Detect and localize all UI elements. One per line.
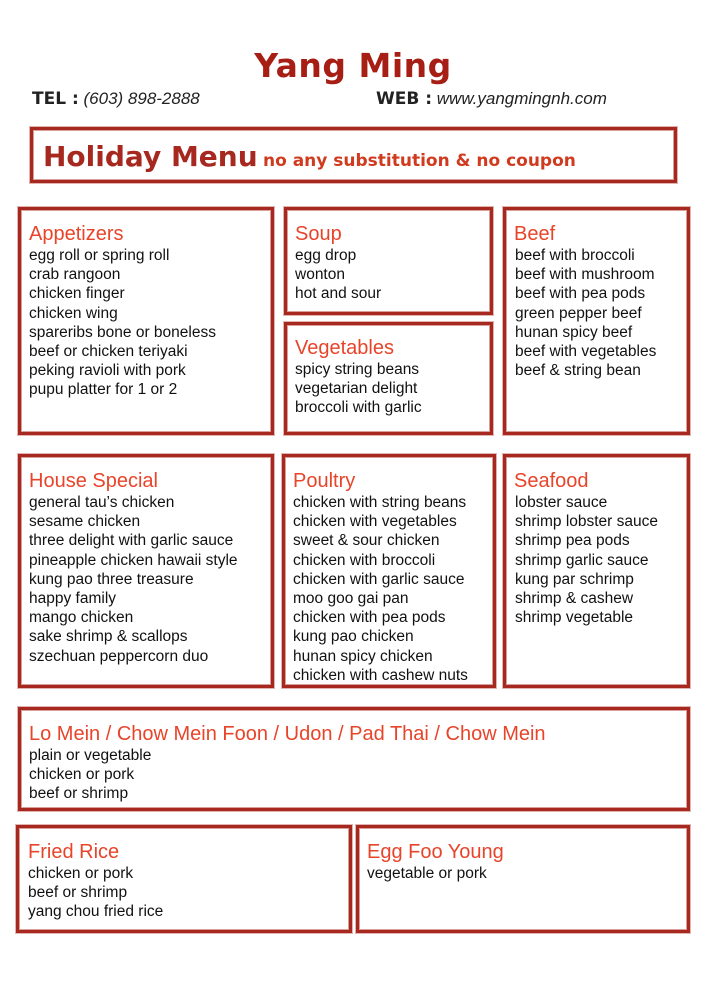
website-link[interactable]: www.yangmingnh.com: [436, 89, 607, 108]
item-list: [293, 493, 468, 685]
menu-item: egg drop: [295, 247, 357, 264]
menu-item: beef with broccoli: [515, 247, 635, 264]
menu-item: szechuan peppercorn duo: [29, 647, 209, 665]
menu-item: chicken with vegetables: [293, 513, 457, 531]
menu-item: kung pao three treasure: [29, 570, 194, 588]
menu-item: kung par schrimp: [515, 570, 634, 588]
menu-item: mango chicken: [29, 609, 134, 627]
restaurant-name: Yang Ming: [254, 46, 452, 85]
section-lo-mein: [18, 707, 690, 811]
item-list: [29, 246, 216, 400]
section-title: Poultry: [293, 470, 356, 492]
holiday-menu-title: Holiday Menu: [43, 140, 258, 173]
web-label: WEB :: [376, 89, 433, 109]
menu-item: hunan spicy chicken: [293, 647, 433, 665]
item-list: [515, 493, 658, 627]
section-house-special: [18, 454, 274, 688]
holiday-menu-note: no any substitution & no coupon: [263, 151, 576, 171]
item-list: [367, 864, 487, 883]
item-list: [295, 246, 381, 304]
menu-item: three delight with garlic sauce: [29, 532, 234, 550]
menu-item: pineapple chicken hawaii style: [29, 551, 238, 569]
section-title: Appetizers: [29, 223, 124, 245]
tel-number[interactable]: (603) 898-2888: [83, 89, 200, 108]
section-beef: [503, 207, 690, 435]
menu-item: kung pao chicken: [293, 628, 414, 646]
section-poultry: [282, 454, 496, 688]
section-title: Fried Rice: [28, 841, 120, 863]
menu-item: chicken or pork: [29, 766, 135, 784]
section-title: Beef: [514, 223, 556, 245]
website-line: [376, 88, 607, 110]
item-list: [29, 493, 238, 666]
menu-item: hunan spicy beef: [515, 323, 633, 341]
menu-item: pupu platter for 1 or 2: [29, 381, 178, 399]
menu-item: chicken finger: [29, 285, 125, 303]
section-title: Vegetables: [295, 337, 394, 359]
item-list: [28, 864, 163, 922]
menu-item: beef with pea pods: [515, 285, 646, 303]
section-seafood: [503, 454, 690, 688]
menu-item: chicken with broccoli: [293, 551, 436, 569]
menu-item: plain or vegetable: [29, 747, 152, 764]
menu-item: spareribs bone or boneless: [29, 323, 216, 341]
menu-item: beef with vegetables: [515, 343, 657, 361]
item-list: [515, 246, 656, 380]
menu-item: sweet & sour chicken: [293, 532, 440, 550]
menu-item: beef or shrimp: [28, 884, 128, 902]
menu-item: yang chou fried rice: [28, 903, 164, 921]
section-vegetables: [284, 322, 493, 435]
menu-item: shrimp & cashew: [515, 590, 634, 608]
menu-item: beef or shrimp: [29, 785, 129, 803]
menu-item: crab rangoon: [29, 266, 121, 284]
menu-item: shrimp pea pods: [515, 532, 630, 550]
holiday-menu-banner: [30, 127, 677, 183]
menu-item: beef with mushroom: [515, 266, 655, 284]
menu-item: shrimp lobster sauce: [515, 513, 659, 531]
section-appetizers: [18, 207, 274, 435]
menu-item: happy family: [29, 590, 117, 608]
menu-item: chicken wing: [29, 304, 118, 322]
menu-item: chicken with pea pods: [293, 609, 446, 627]
menu-item: chicken with cashew nuts: [293, 666, 468, 684]
menu-item: broccoli with garlic: [295, 399, 422, 417]
menu-item: general tau’s chicken: [29, 494, 175, 511]
menu-item: vegetarian delight: [295, 380, 418, 398]
section-title: Lo Mein / Chow Mein Foon / Udon / Pad Thai / Chow Mein: [29, 723, 546, 745]
menu-item: spicy string beans: [295, 361, 420, 378]
item-list: [295, 360, 422, 418]
section-title: Egg Foo Young: [367, 841, 504, 863]
tel-label: TEL :: [32, 89, 79, 109]
menu-item: beef or chicken teriyaki: [29, 343, 188, 361]
menu-item: chicken or pork: [28, 865, 134, 882]
telephone-line: [32, 88, 200, 110]
section-egg-foo-young: [356, 825, 690, 933]
menu-item: egg roll or spring roll: [29, 247, 170, 264]
section-fried-rice: [16, 825, 352, 933]
menu-item: chicken with string beans: [293, 494, 467, 511]
menu-item: shrimp garlic sauce: [515, 551, 649, 569]
menu-item: sesame chicken: [29, 513, 141, 531]
menu-item: beef & string bean: [515, 362, 641, 380]
section-soup: [284, 207, 493, 315]
menu-item: vegetable or pork: [367, 865, 487, 882]
menu-item: chicken with garlic sauce: [293, 570, 465, 588]
menu-item: wonton: [295, 266, 345, 284]
menu-item: shrimp vegetable: [515, 609, 634, 627]
section-title: Seafood: [514, 470, 589, 492]
menu-item: lobster sauce: [515, 494, 608, 511]
section-title: House Special: [29, 470, 158, 492]
section-title: Soup: [295, 223, 342, 245]
menu-item: hot and sour: [295, 285, 382, 303]
menu-item: sake shrimp & scallops: [29, 628, 188, 646]
menu-item: green pepper beef: [515, 304, 642, 322]
menu-item: moo goo gai pan: [293, 590, 409, 608]
menu-item: peking ravioli with pork: [29, 362, 186, 380]
item-list: [29, 746, 151, 804]
